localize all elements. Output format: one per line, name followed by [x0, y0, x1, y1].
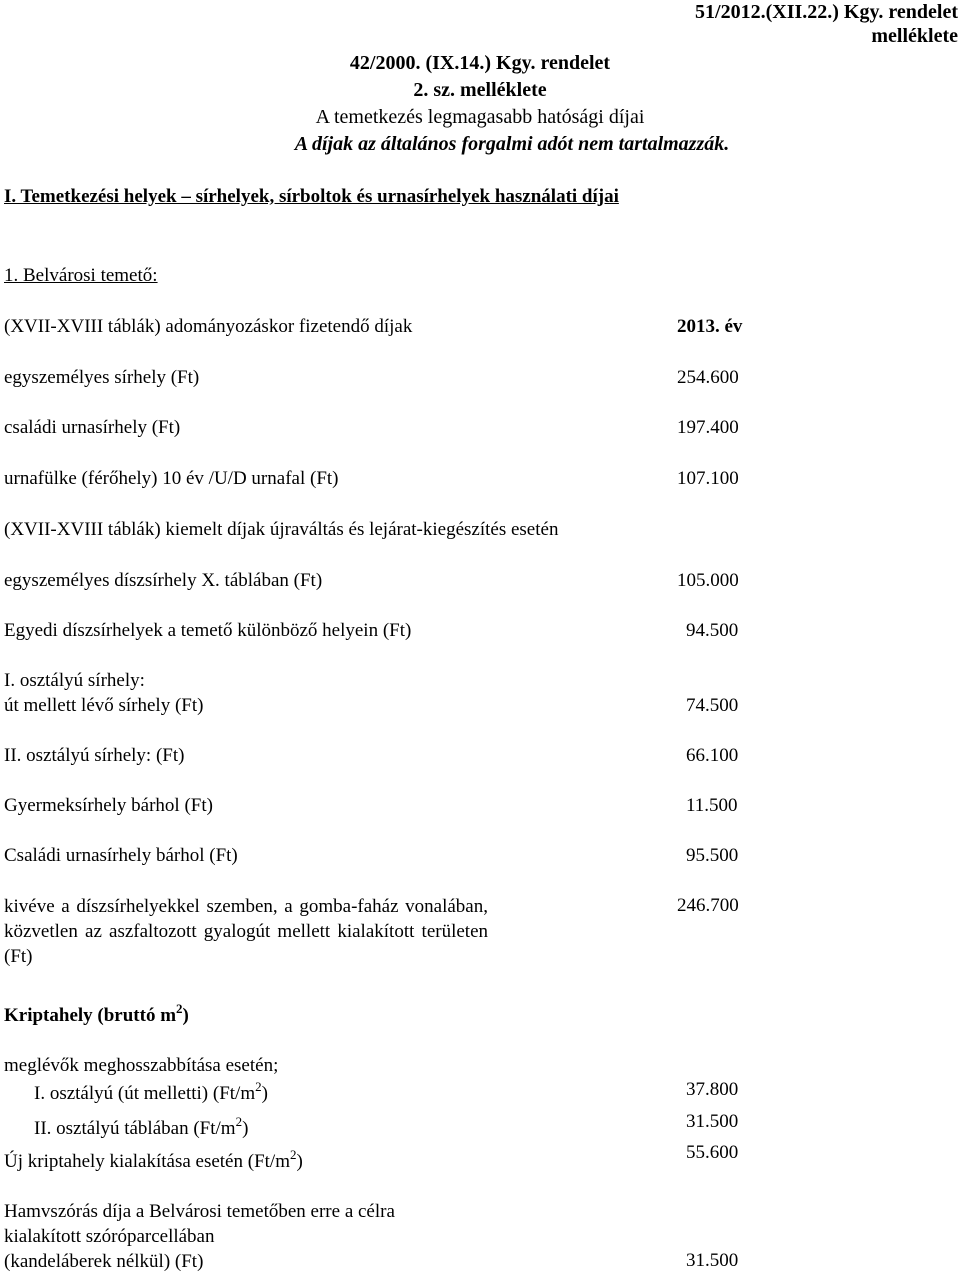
fee-row-value: 197.400 — [677, 417, 739, 438]
crypt-new-label — [4, 1147, 303, 1174]
fee-row-label: II. osztályú sírhely: (Ft) — [4, 745, 185, 766]
crypt-class2-label — [34, 1114, 249, 1141]
crypt-class2-close: ) — [242, 1118, 249, 1139]
annex-number: 2. sz. melléklete — [413, 79, 547, 101]
fee-row-label: családi urnasírhely (Ft) — [4, 417, 181, 438]
fee-row-label: Gyermeksírhely bárhol (Ft) — [4, 795, 213, 816]
fee-row-label: urnafülke (férőhely) 10 év /U/D urnafal (Ft) — [4, 468, 339, 489]
scatter-line1: Hamvszórás díja a Belvárosi temetőben erre a célra — [4, 1201, 395, 1222]
cemetery-heading: 1. Belvárosi temető: — [4, 265, 158, 286]
fee-row-value: 31.500 — [686, 1111, 739, 1132]
amending-decree: 51/2012.(XII.22.) Kgy. rendelet — [695, 1, 958, 23]
crypt-class1-label — [34, 1079, 268, 1106]
fee-row-value: 66.100 — [686, 745, 739, 766]
fee-row-value: 107.100 — [677, 468, 739, 489]
crypt-heading-text: Kriptahely (bruttó m — [4, 1005, 177, 1026]
fee-row-label: Egyedi díszsírhelyek a temető különböző helyein (Ft) — [4, 620, 412, 641]
crypt-heading-sup: 2 — [176, 1001, 183, 1016]
fee-row-value: 74.500 — [686, 695, 739, 716]
crypt-extension-label: meglévők meghosszabbítása esetén; — [4, 1055, 279, 1076]
crypt-class1-close: ) — [261, 1083, 268, 1104]
class1-grave-label: I. osztályú sírhely: — [4, 670, 145, 691]
decree-title: 42/2000. (IX.14.) Kgy. rendelet — [349, 52, 611, 74]
section-heading: I. Temetkezési helyek – sírhelyek, sírboltok és urnasírhelyek használati díjai — [4, 186, 619, 207]
year-label: 2013. év — [677, 316, 743, 337]
fee-row-value: 11.500 — [686, 795, 738, 816]
exception-text: kivéve a díszsírhelyekkel szemben, a gomba-faház vonalában, közvetlen az aszfaltozott gyalogút mellett kialakított területen (Ft) — [4, 896, 488, 967]
fee-row-value: 246.700 — [677, 895, 739, 916]
fee-row-value: 55.600 — [686, 1142, 739, 1163]
group2-label: (XVII-XVIII táblák) kiemelt díjak újraváltás és lejárat-kiegészítés esetén — [4, 519, 559, 540]
fee-row-label: Családi urnasírhely bárhol (Ft) — [4, 845, 238, 866]
crypt-heading — [4, 1003, 189, 1029]
class1-grave-sublabel: út mellett lévő sírhely (Ft) — [4, 695, 204, 716]
fee-row-value: 254.600 — [677, 367, 739, 388]
vat-note: A díjak az általános forgalmi adót nem tartalmazzák. — [294, 133, 730, 155]
crypt-new-text: Új kriptahely kialakítása esetén (Ft/m — [4, 1151, 290, 1172]
crypt-heading-end: ) — [182, 1005, 189, 1026]
fee-row-label: egyszemélyes sírhely (Ft) — [4, 367, 200, 388]
crypt-new-sup: 2 — [289, 1147, 297, 1162]
crypt-class2-sup: 2 — [235, 1114, 243, 1129]
scatter-line3: (kandeláberek nélkül) (Ft) — [4, 1251, 204, 1272]
scatter-line2: kialakított szóróparcellában — [4, 1226, 215, 1247]
crypt-class1-sup: 2 — [255, 1079, 262, 1094]
crypt-class1-text: I. osztályú (út melletti) (Ft/m — [34, 1083, 256, 1104]
fee-row-value: 105.000 — [677, 570, 739, 591]
fee-row-value: 95.500 — [686, 845, 739, 866]
crypt-class2-text: II. osztályú táblában (Ft/m — [34, 1118, 236, 1139]
fee-row-label: egyszemélyes díszsírhely X. táblában (Ft) — [4, 570, 323, 591]
fee-row-value: 37.800 — [686, 1079, 739, 1100]
amending-decree-annex: melléklete — [871, 25, 958, 47]
document-subtitle: A temetkezés legmagasabb hatósági díjai — [315, 106, 645, 128]
fee-row-value: 94.500 — [686, 620, 739, 641]
fee-row-value: 31.500 — [686, 1250, 739, 1271]
group1-label: (XVII-XVIII táblák) adományozáskor fizetendő díjak — [4, 316, 413, 337]
crypt-new-close: ) — [296, 1151, 303, 1172]
